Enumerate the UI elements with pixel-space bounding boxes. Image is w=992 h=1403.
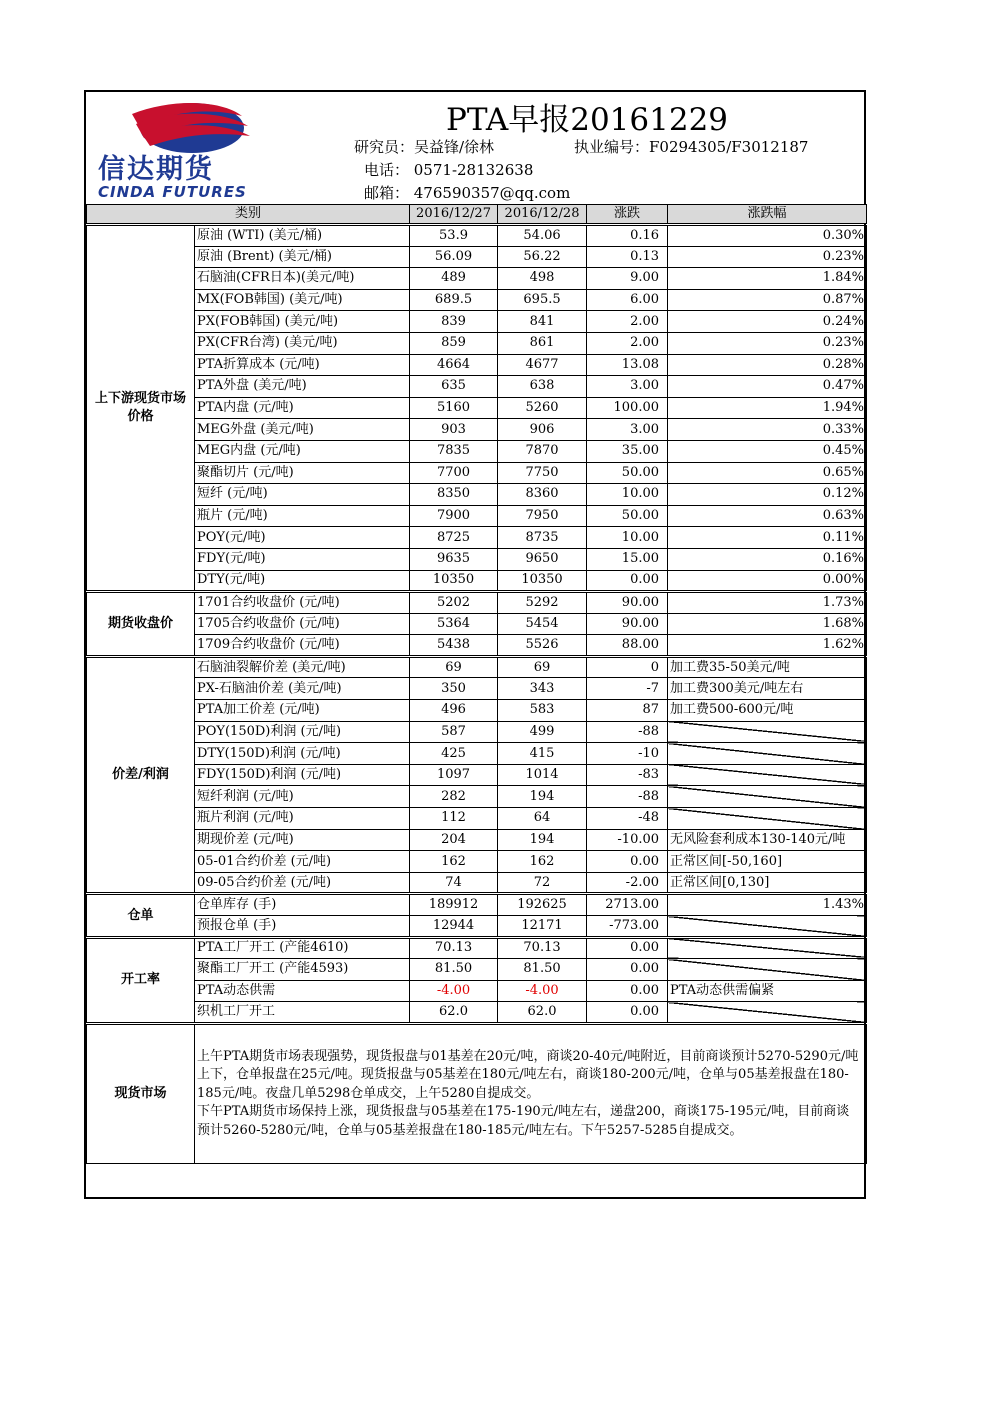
value-prev: 70.13 [410,937,498,959]
value-change: 0 [587,656,668,678]
value-prev: 7700 [410,462,498,484]
empty-cell [668,721,867,743]
item-name: 聚酯切片 (元/吨) [195,462,410,484]
value-prev: 1097 [410,764,498,786]
table-row [87,959,867,981]
value-curr: 499 [498,721,587,743]
item-name: PTA加工价差 (元/吨) [195,700,410,722]
empty-cell [668,916,867,938]
item-name: 短纤 (元/吨) [195,484,410,506]
value-prev: 496 [410,700,498,722]
email-line: 邮箱： 476590357@qq.com [364,184,571,202]
value-curr: 10350 [498,570,587,592]
table-row [87,462,867,484]
table-row [87,548,867,570]
value-change: -7 [587,678,668,700]
item-name: 期现价差 (元/吨) [195,829,410,851]
item-name: PTA外盘 (美元/吨) [195,376,410,398]
value-change-pct: 0.23% [668,246,867,268]
market-text-morning: 上午PTA期货市场表现强势，现货报盘与01基差在20元/吨，商谈20-40元/吨附近，目前商谈预计5270-5290元/吨上下，仓单报盘在25元/吨。现货报盘与05基差在180元/吨左右，商谈180-200元/吨，仓单与05基差报盘在180-185元/吨。夜盘几单5298仓单成交，上午5280自提成交。 [197,1048,859,1101]
value-change-pct: 0.47% [668,376,867,398]
remark: 无风险套利成本130-140元/吨 [668,829,867,851]
value-change-pct: 1.94% [668,397,867,419]
value-change: -83 [587,764,668,786]
table-body [87,205,867,1164]
value-curr: 56.22 [498,246,587,268]
value-curr: 194 [498,829,587,851]
table-row [87,764,867,786]
value-curr: 62.0 [498,1002,587,1024]
value-change: 100.00 [587,397,668,419]
header-date-1: 2016/12/27 [410,205,498,225]
value-curr: 5292 [498,592,587,614]
value-change-pct: 0.65% [668,462,867,484]
table-row [87,635,867,657]
value-curr: 498 [498,268,587,290]
item-name: 石脑油裂解价差 (美元/吨) [195,656,410,678]
value-change-pct: 0.12% [668,484,867,506]
value-change: 15.00 [587,548,668,570]
value-curr: 5260 [498,397,587,419]
value-change: 0.13 [587,246,668,268]
item-name: FDY(元/吨) [195,548,410,570]
value-curr: 12171 [498,916,587,938]
item-name: PX(FOB韩国) (美元/吨) [195,311,410,333]
value-prev: 204 [410,829,498,851]
item-name: 瓶片利润 (元/吨) [195,808,410,830]
table-row [87,225,867,247]
value-curr: 583 [498,700,587,722]
category-spread: 价差/利润 [87,656,195,894]
item-name: PX(CFR台湾) (美元/吨) [195,332,410,354]
value-prev: 425 [410,743,498,765]
value-prev: -4.00 [410,980,498,1002]
value-prev: 8350 [410,484,498,506]
value-curr: 64 [498,808,587,830]
category-futures: 期货收盘价 [87,592,195,657]
value-curr: 162 [498,851,587,873]
item-name: MEG内盘 (元/吨) [195,440,410,462]
table-row [87,872,867,894]
cinda-futures-logo [92,98,302,200]
value-change-pct: 1.62% [668,635,867,657]
value-change: 6.00 [587,289,668,311]
value-prev: 689.5 [410,289,498,311]
value-curr: -4.00 [498,980,587,1002]
item-name: 短纤利润 (元/吨) [195,786,410,808]
license-line: 执业编号：F0294305/F3012187 [574,138,809,156]
value-change-pct: 0.23% [668,332,867,354]
value-change: 87 [587,700,668,722]
item-name: 织机工厂开工 [195,1002,410,1024]
value-change-pct: 0.45% [668,440,867,462]
value-change-pct: 0.87% [668,289,867,311]
value-prev: 53.9 [410,225,498,247]
value-change: 35.00 [587,440,668,462]
svg-text:CINDA FUTURES: CINDA FUTURES [98,183,247,200]
table-row [87,332,867,354]
market-text-afternoon: 下午PTA期货市场保持上涨，现货报盘与05基差在175-190元/吨左右，递盘200，商谈175-195元/吨，目前商谈预计5260-5280元/吨，仓单与05基差报盘在180-185元/吨左右。下午5257-5285自提成交。 [197,1104,850,1138]
remark: 加工费500-600元/吨 [668,700,867,722]
value-change: 2713.00 [587,894,668,916]
remark: 正常区间[-50,160] [668,851,867,873]
report-sheet [84,90,866,1199]
category-spot: 上下游现货市场价格 [87,225,195,592]
value-change: -48 [587,808,668,830]
header-category: 类别 [87,205,410,225]
header-change-pct: 涨跌幅 [668,205,867,225]
item-name: 仓单库存 (手) [195,894,410,916]
value-curr: 5454 [498,613,587,635]
value-prev: 587 [410,721,498,743]
value-prev: 12944 [410,916,498,938]
value-change-pct: 0.30% [668,225,867,247]
table-row [87,397,867,419]
value-change-pct: 0.24% [668,311,867,333]
item-name: 1705合约收盘价 (元/吨) [195,613,410,635]
value-change-pct: 0.11% [668,527,867,549]
value-curr: 5526 [498,635,587,657]
remark: PTA动态供需偏紧 [668,980,867,1002]
value-change: 88.00 [587,635,668,657]
item-name: PX-石脑油价差 (美元/吨) [195,678,410,700]
table-row [87,851,867,873]
table-row [87,311,867,333]
data-table [86,204,867,1164]
value-curr: 4677 [498,354,587,376]
table-row [87,527,867,549]
report-title: PTA早报20161229 [446,102,729,138]
table-row [87,700,867,722]
remark: 正常区间[0,130] [668,872,867,894]
remark: 加工费300美元/吨左右 [668,678,867,700]
item-name: MEG外盘 (美元/吨) [195,419,410,441]
table-row [87,980,867,1002]
value-prev: 74 [410,872,498,894]
table-header-row [87,205,867,225]
category-market: 现货市场 [87,1023,195,1163]
item-name: 原油 (Brent) (美元/桶) [195,246,410,268]
header-change: 涨跌 [587,205,668,225]
value-curr: 54.06 [498,225,587,247]
cinda-logo-icon [92,98,302,200]
value-curr: 69 [498,656,587,678]
value-curr: 192625 [498,894,587,916]
empty-cell [668,764,867,786]
value-change: 0.00 [587,1002,668,1024]
value-prev: 282 [410,786,498,808]
value-change: 50.00 [587,462,668,484]
value-curr: 9650 [498,548,587,570]
value-curr: 906 [498,419,587,441]
item-name: 聚酯工厂开工 (产能4593) [195,959,410,981]
value-prev: 10350 [410,570,498,592]
value-prev: 5160 [410,397,498,419]
value-prev: 859 [410,332,498,354]
value-change: 0.00 [587,937,668,959]
table-row [87,743,867,765]
table-row [87,656,867,678]
empty-cell [668,743,867,765]
value-prev: 69 [410,656,498,678]
value-change: -88 [587,721,668,743]
item-name: 原油 (WTI) (美元/桶) [195,225,410,247]
item-name: 1709合约收盘价 (元/吨) [195,635,410,657]
item-name: 瓶片 (元/吨) [195,505,410,527]
table-row [87,376,867,398]
value-curr: 1014 [498,764,587,786]
item-name: 预报仓单 (手) [195,916,410,938]
value-prev: 350 [410,678,498,700]
empty-cell [668,808,867,830]
value-prev: 81.50 [410,959,498,981]
value-change: 10.00 [587,527,668,549]
category-warehouse: 仓单 [87,894,195,937]
value-curr: 7950 [498,505,587,527]
item-name: POY(元/吨) [195,527,410,549]
value-prev: 903 [410,419,498,441]
value-curr: 70.13 [498,937,587,959]
value-change: -88 [587,786,668,808]
table-row [87,786,867,808]
value-curr: 861 [498,332,587,354]
value-change: 9.00 [587,268,668,290]
value-change: 0.00 [587,570,668,592]
table-row [87,484,867,506]
category-operating: 开工率 [87,937,195,1023]
value-curr: 841 [498,311,587,333]
value-change: 0.00 [587,851,668,873]
value-change-pct: 1.43% [668,894,867,916]
value-prev: 8725 [410,527,498,549]
value-change: 2.00 [587,332,668,354]
table-row [87,570,867,592]
phone-line: 电话： 0571-28132638 [364,161,534,179]
value-prev: 4664 [410,354,498,376]
table-row [87,808,867,830]
value-change: 2.00 [587,311,668,333]
value-prev: 162 [410,851,498,873]
value-change: 0.00 [587,959,668,981]
value-change-pct: 0.16% [668,548,867,570]
table-row [87,894,867,916]
table-row [87,829,867,851]
item-name: 石脑油(CFR日本)(美元/吨) [195,268,410,290]
item-name: PTA动态供需 [195,980,410,1002]
value-prev: 9635 [410,548,498,570]
value-curr: 695.5 [498,289,587,311]
value-change: -2.00 [587,872,668,894]
value-change: -10 [587,743,668,765]
value-change-pct: 0.28% [668,354,867,376]
value-change: -10.00 [587,829,668,851]
item-name: FDY(150D)利润 (元/吨) [195,764,410,786]
market-commentary [195,1023,867,1163]
table-row [87,268,867,290]
value-change-pct: 1.84% [668,268,867,290]
value-change: 0.00 [587,980,668,1002]
value-change-pct: 0.63% [668,505,867,527]
value-curr: 343 [498,678,587,700]
table-row [87,937,867,959]
value-prev: 839 [410,311,498,333]
value-curr: 7750 [498,462,587,484]
table-row [87,916,867,938]
item-name: POY(150D)利润 (元/吨) [195,721,410,743]
value-prev: 635 [410,376,498,398]
table-row [87,419,867,441]
value-change: 0.16 [587,225,668,247]
value-prev: 7900 [410,505,498,527]
value-curr: 194 [498,786,587,808]
value-change: 50.00 [587,505,668,527]
empty-cell [668,937,867,959]
value-curr: 415 [498,743,587,765]
item-name: PTA内盘 (元/吨) [195,397,410,419]
table-row [87,505,867,527]
value-curr: 8360 [498,484,587,506]
value-change: 3.00 [587,419,668,441]
value-prev: 7835 [410,440,498,462]
table-row [87,1002,867,1024]
item-name: 05-01合约价差 (元/吨) [195,851,410,873]
value-change-pct: 0.33% [668,419,867,441]
value-change: 90.00 [587,613,668,635]
item-name: 1701合约收盘价 (元/吨) [195,592,410,614]
empty-cell [668,1002,867,1024]
item-name: DTY(元/吨) [195,570,410,592]
table-row [87,440,867,462]
value-curr: 638 [498,376,587,398]
item-name: PTA工厂开工 (产能4610) [195,937,410,959]
analyst-line: 研究员：吴益锋/徐林 [354,138,495,156]
report-header [86,92,864,204]
table-row [87,289,867,311]
remark: 加工费35-50美元/吨 [668,656,867,678]
value-prev: 5438 [410,635,498,657]
item-name: DTY(150D)利润 (元/吨) [195,743,410,765]
table-row [87,592,867,614]
value-change: 13.08 [587,354,668,376]
value-curr: 81.50 [498,959,587,981]
value-change: 90.00 [587,592,668,614]
value-change-pct: 1.68% [668,613,867,635]
table-row [87,246,867,268]
value-curr: 8735 [498,527,587,549]
value-prev: 62.0 [410,1002,498,1024]
table-row [87,613,867,635]
table-row [87,678,867,700]
value-prev: 189912 [410,894,498,916]
value-prev: 112 [410,808,498,830]
table-row-market [87,1023,867,1163]
value-change-pct: 0.00% [668,570,867,592]
value-curr: 72 [498,872,587,894]
value-prev: 5364 [410,613,498,635]
item-name: 09-05合约价差 (元/吨) [195,872,410,894]
value-change-pct: 1.73% [668,592,867,614]
value-prev: 5202 [410,592,498,614]
value-change: -773.00 [587,916,668,938]
value-prev: 56.09 [410,246,498,268]
value-prev: 489 [410,268,498,290]
svg-text:信达期货: 信达期货 [98,154,214,185]
value-change: 3.00 [587,376,668,398]
value-change: 10.00 [587,484,668,506]
value-curr: 7870 [498,440,587,462]
table-row [87,354,867,376]
header-date-2: 2016/12/28 [498,205,587,225]
empty-cell [668,959,867,981]
item-name: MX(FOB韩国) (美元/吨) [195,289,410,311]
table-row [87,721,867,743]
empty-cell [668,786,867,808]
item-name: PTA折算成本 (元/吨) [195,354,410,376]
